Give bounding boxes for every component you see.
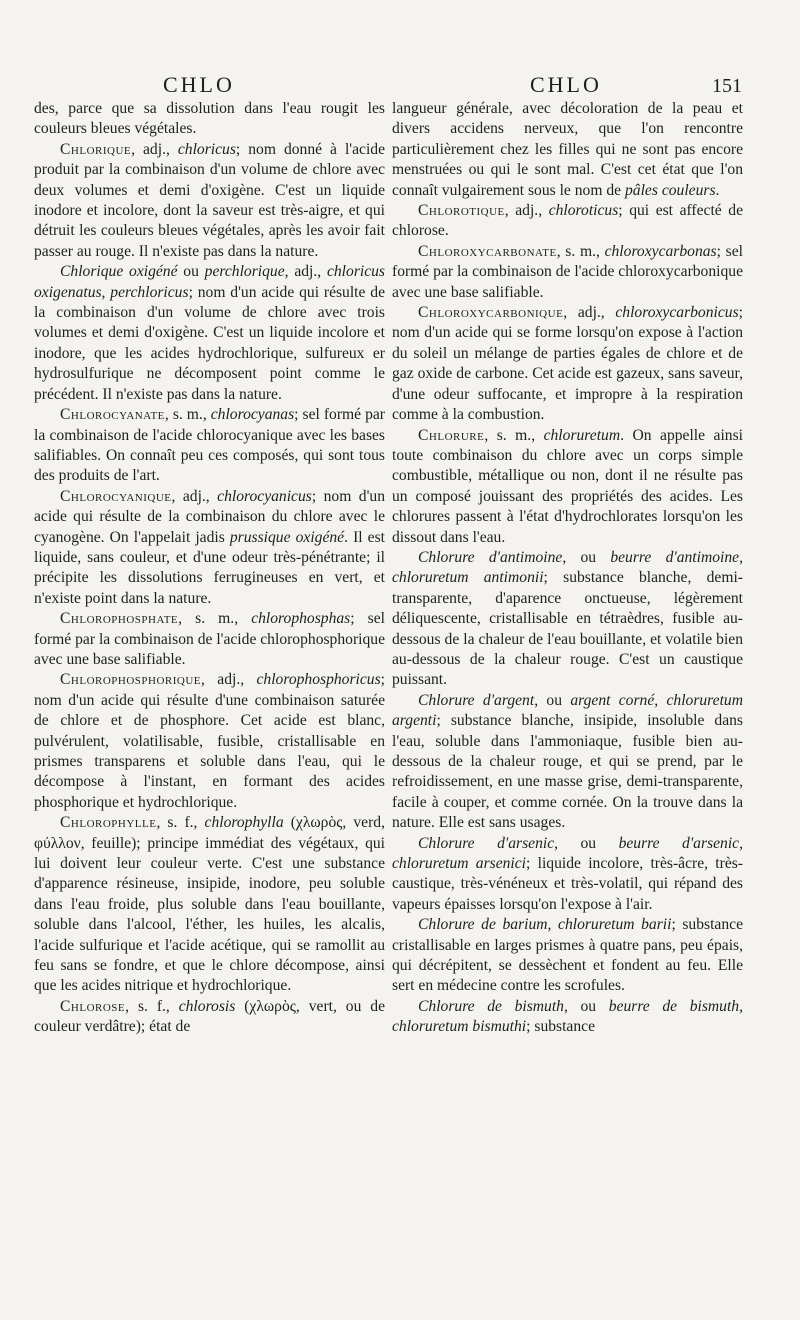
entry-text: ; nom d'un acide qui se forme lorsqu'on expose à l'action du soleil un mélange de parties égales de chlore et de gaz oxide de carbone. Cet acide est gazeux, sans saveur, d'une odeur suffocante, et impropre à la respiration comme à la combustion.	[392, 304, 743, 424]
entry-text: , ou	[563, 997, 609, 1015]
entry-text: , s. f.,	[156, 814, 205, 832]
latin-term: Chlorure de barium, chloruretum barii	[418, 916, 672, 934]
headword: Chlorose	[60, 997, 126, 1015]
entry-paragraph	[392, 915, 743, 997]
headword: Chlorophylle	[60, 814, 157, 832]
entry-text: , adj.,	[284, 263, 327, 281]
entry-paragraph	[34, 99, 385, 140]
entry-text: (χλωρὸς, vert, ou de couleur verdâtre); état de	[34, 997, 385, 1036]
entry-text: ; sel formé par la combinaison de l'acide chlorocyanique avec les bases salifiables. On connaît peu ces composés, qui sont tous des produits de l'art.	[34, 406, 385, 485]
latin-term: chlorocyanas	[210, 406, 295, 424]
latin-term: chlorocyanicus	[217, 487, 312, 505]
latin-term: chloroxycarbonas	[604, 242, 717, 260]
entry-text: , adj.,	[504, 202, 549, 220]
running-head-left: CHLO	[163, 72, 235, 97]
entry-text: , ou	[534, 691, 571, 709]
latin-term: prussique oxigéné	[229, 528, 345, 546]
latin-term: chloroxycarbonicus	[615, 304, 739, 322]
headword: Chlorique	[60, 140, 132, 158]
entry-text: ; qui est affecté de chlorose.	[392, 202, 744, 240]
entry-text: ; nom donné à l'acide produit par la combinaison d'un volume de chlore avec deux volumes et demi d'oxigène. C'est un liquide inodore et incolore, dont la saveur est très-aigre, et qui détruit les couleurs bleues végétales, après les avoir fait passer au rouge. Il n'existe pas dans la nature.	[34, 140, 385, 260]
entry-text: des, parce que sa dissolution dans l'eau rougit les couleurs bleues végétales.	[34, 100, 385, 138]
entry-text: , adj.,	[131, 140, 178, 158]
latin-term: chloruretum	[543, 426, 621, 444]
entry-text: ou	[177, 263, 205, 281]
entry-text: ; substance cristallisable en larges prismes à quatre pans, peu épais, qui décrépitent, se dessèchent et fondent au feu. Elle sert en médecine contre les scrofules.	[392, 916, 743, 995]
latin-term: chlorosis	[178, 997, 236, 1015]
entry-text: .	[715, 181, 720, 199]
entry-text: langueur générale, avec décoloration de la peau et divers accidens nerveux, que l'on rencontre particulièrement chez les filles qui ne sont pas encore menstruées ou qui le sont mal. C'est cet état que l'on connaît vulgairement sous le nom de	[392, 100, 743, 199]
entry-paragraph	[34, 670, 385, 813]
headword: Chlorure	[418, 426, 485, 444]
latin-term: chlorophosphas	[251, 610, 351, 628]
entry-text: . On appelle ainsi toute combinaison du chlore avec un corps simple combustible, métallique ou non, dont il ne résulte pas un composé jouissant des propriétés des acides. Les chlorures passent à l'état d'hydrochlorates lorsqu'on les dissout dans l'eau.	[392, 426, 743, 546]
page-number: 151	[712, 75, 742, 97]
entry-text: , s. f.,	[125, 997, 179, 1015]
entry-text: ; substance blanche, demi-transparente, d'aparence onctueuse, légèrement déliquescente, cristallisable en tétraèdres, fusible au-dessous de la chaleur de l'eau bouillante, et volatile bien au-dessous de la chaleur rouge. C'est un caustique puissant.	[392, 569, 743, 689]
entry-paragraph	[392, 997, 743, 1038]
latin-term: chloricus oxigenatus, perchloricus	[34, 263, 386, 301]
entry-text: , s. m.,	[164, 406, 211, 424]
latin-term: pâles couleurs	[625, 181, 716, 199]
entry-text: ; sel formé par la combinaison de l'acide chloroxycarbonique avec une base salifiable.	[392, 242, 743, 301]
headword: Chlorocyanique	[60, 487, 172, 505]
entry-paragraph	[34, 997, 385, 1038]
entry-paragraph	[392, 99, 743, 201]
entry-paragraph	[392, 426, 743, 548]
headword: Chloroxycarbonique	[418, 304, 564, 322]
right-text-column	[392, 99, 743, 1038]
entry-text: , s. m.,	[556, 242, 605, 260]
headword: Chlorophosphorique	[60, 671, 202, 689]
entry-text: ; nom d'un acide qui résulte de la combinaison du chlore avec le cyanogène. On l'appelait jadis	[34, 487, 385, 546]
latin-term: chlorophosphoricus	[256, 671, 381, 689]
running-head-right: CHLO	[530, 72, 602, 97]
headword: Chloroxycarbonate	[418, 242, 557, 260]
entry-text: ; sel formé par la combinaison de l'acide chlorophosphorique avec une base salifiable.	[34, 610, 385, 668]
entry-text: (χλωρὸς, verd, φύλλον, feuille); principe immédiat des végétaux, qui lui doivent leur couleur verte. C'est une substance d'apparence résineuse, insipide, inodore, peu soluble dans l'eau froide, plus soluble dans l'eau bouillante, soluble dans l'alcool, l'éther, les huiles, les alcalis, l'acide sulfurique et l'acide acétique, qui se ramollit au feu sans se fondre, et que le chlore décompose, ainsi que les acides nitrique et hydrochlorique.	[34, 814, 385, 995]
entry-paragraph	[34, 609, 385, 670]
entry-paragraph	[392, 303, 743, 425]
latin-term: beurre d'antimoine, chloruretum antimonii	[392, 548, 743, 587]
entry-text: , ou	[562, 548, 611, 566]
entry-paragraph	[34, 262, 385, 405]
left-text-column	[34, 99, 385, 1038]
entry-text: , ou	[554, 834, 619, 852]
entry-text: . Il est liquide, sans couleur, et d'une odeur très-pénétrante; il précipite les dissolutions ferrugineuses en vert, et n'existe point dans la nature.	[34, 528, 385, 607]
entry-text: ; substance blanche, insipide, insoluble dans l'eau, soluble dans l'ammoniaque, fusible bien au-dessous de la chaleur rouge, et qui se prend, par le refroidissement, en une masse grise, demi-transparente, facile à couper, et comme cornée. On la trouve dans la nature. Elle est sans usages.	[392, 712, 743, 832]
entry-paragraph	[34, 405, 385, 487]
entry-paragraph	[392, 201, 743, 242]
entry-text: , adj.,	[563, 304, 616, 322]
latin-term: Chlorure d'argent	[418, 691, 535, 709]
entry-text: , adj.,	[171, 487, 218, 505]
entry-paragraph	[392, 548, 743, 691]
entry-text: , s. m.,	[178, 610, 252, 628]
latin-term: beurre d'arsenic, chloruretum arsenici	[392, 834, 743, 873]
entry-paragraph	[392, 691, 743, 834]
headword: Chlorophosphate	[60, 610, 179, 628]
entry-paragraph	[392, 242, 743, 303]
entry-text: ; nom d'un acide qui résulte d'une combinaison saturée de chlore et de phosphore. Cet acide est blanc, pulvérulent, volatilisable, fusible, cristallisable en prismes transparens et soluble dans l'eau, qui le décompose à l'instant, en formant des acides phosphorique et hydrochlorique.	[34, 671, 385, 811]
entry-text: ; liquide incolore, très-âcre, très-caustique, très-vénéneux et très-volatil, qui répand des vapeurs épaisses lorsqu'on l'expose à l'air.	[392, 855, 744, 913]
entry-paragraph	[34, 487, 385, 609]
entry-paragraph	[392, 834, 743, 916]
entry-paragraph	[34, 140, 385, 262]
entry-text: , adj.,	[201, 671, 257, 689]
latin-term: Chlorure d'arsenic	[418, 834, 555, 852]
entry-text: ; nom d'un acide qui résulte de la combinaison d'un volume de chlore avec trois volumes et demi d'oxigène. C'est un liquide incolore et inodore, que les acides hydrochlorique, sulfureux er hydrosulfurique ne décomposent point comme le précédent. Il n'existe pas dans la nature.	[34, 283, 386, 403]
headword: Chlorocyanate	[60, 406, 165, 424]
entry-text: , s. m.,	[484, 426, 544, 444]
headword: Chlorotique	[418, 202, 505, 220]
latin-term: Chlorure d'antimoine	[418, 548, 563, 566]
latin-term: chloroticus	[548, 202, 619, 220]
latin-term: Chlorure de bismuth	[418, 997, 564, 1015]
entry-paragraph	[34, 813, 385, 997]
latin-term: Chlorique oxigéné	[60, 263, 178, 281]
entry-text: ; substance	[526, 1018, 595, 1036]
latin-term: perchlorique	[204, 263, 285, 281]
latin-term: chlorophylla	[204, 814, 284, 832]
latin-term: chloricus	[177, 140, 236, 158]
latin-term: argent corné, chloruretum argenti	[392, 691, 743, 730]
latin-term: beurre de bismuth, chloruretum bismuthi	[392, 997, 743, 1036]
